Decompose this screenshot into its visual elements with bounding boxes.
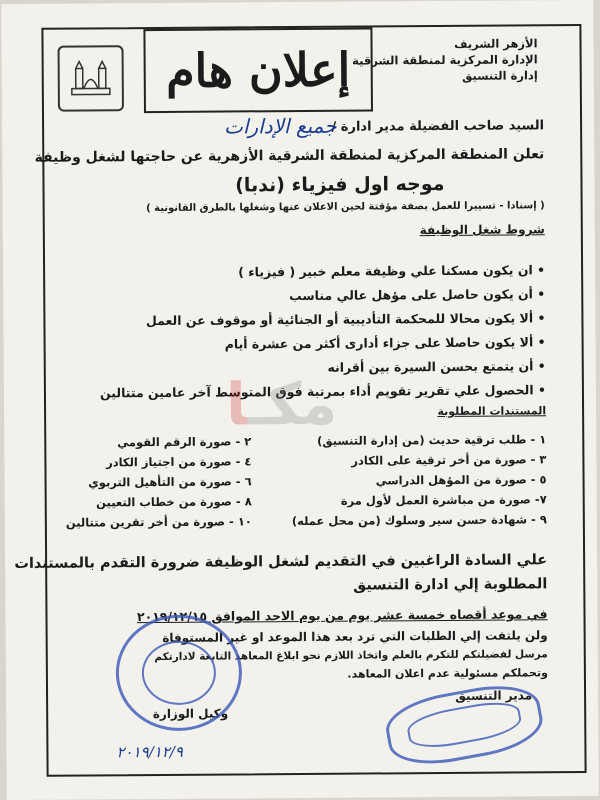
bullet-icon: • (533, 358, 546, 374)
org-line-1: الأزهر الشريف (454, 36, 538, 51)
closing-line-1: علي السادة الراغبين في التقديم لشغل الوظيفة ضرورة التقدم بالمستندات (14, 552, 548, 572)
watermark-logo: مكـا (225, 369, 338, 439)
intro-text: تعلن المنطقة المركزية لمنطقة الشرقية الأزهرية عن حاجتها لشغل وظيفة (34, 146, 545, 166)
requirement-item: • أن يتمتع بحسن السيرة بين أقرانه (327, 358, 546, 375)
requirement-item: • ان يكون مسكنا علي وظيفة معلم خبير ( فيزياء ) (238, 262, 546, 280)
bullet-icon: • (532, 262, 546, 278)
addressee-handwritten: جميع الإدارات (224, 113, 337, 139)
bullet-icon: • (532, 286, 546, 302)
bullet-icon: • (533, 382, 546, 398)
bullet-icon: • (533, 334, 546, 350)
document-item: ٥ - صورة من المؤهل الدراسي (375, 472, 547, 488)
document-item: ١ - طلب ترقية حديث (من إدارة التنسيق) (317, 432, 547, 448)
announcement-title: إعلان هام (143, 27, 373, 113)
closing-line-4: مرسل لفضيلتكم للتكرم بالعلم واتخاذ اللازم نحو ابلاغ المعاهد التابعة لادارتكم (154, 648, 548, 664)
requirements-heading: شروط شغل الوظيفة (419, 222, 545, 238)
job-title: موجه اول فيزياء (ندبا) (235, 172, 445, 197)
deputy-ministry-signature: وكيل الوزارة (152, 706, 229, 722)
document-item: ١٠ - صورة من أخر تقرين متتالين (65, 514, 252, 530)
org-line-2: الإدارة المركزية لمنطقة الشرقية (352, 52, 538, 68)
handwritten-date: ٢٠١٩/١٢/٩ (116, 742, 184, 762)
closing-line-3: ولن يلتفت إلي الطلبات التي ترد بعد هذا الموعد او غير المستوفاة (162, 628, 548, 645)
minaret-emblem-icon (68, 58, 114, 98)
org-line-3: إدارة التنسيق (462, 68, 538, 83)
closing-line-2: المطلوبة إلي ادارة التنسيق (353, 576, 548, 594)
document-item: ٦ - صورة من التأهيل التربوي (88, 474, 252, 490)
document-item: ٢ - صورة الرقم القومي (117, 434, 252, 450)
stamp-inner-ring (142, 641, 216, 706)
stamp-inner-ring (405, 697, 524, 753)
document-item: ٨ - صورة من خطاب التعيين (96, 494, 252, 510)
coordination-manager-signature: مدير التنسيق (455, 688, 533, 703)
official-round-stamp (115, 614, 242, 731)
job-note: ( إسنادا - تسييرا للعمل بصفة مؤقتة لحين الاعلان عنها وشغلها بالطرق القانونية ) (146, 200, 545, 215)
al-azhar-logo (58, 45, 124, 111)
document-item: ٣ - صورة من أخر ترقية على الكادر (351, 452, 547, 468)
document-item: ٤ - صورة من اجتياز الكادر (106, 454, 252, 470)
document-page (1, 0, 599, 800)
requirement-item: • أن يكون حاصل على مؤهل عالي مناسب (289, 286, 546, 304)
document-item: ٩ - شهادة حسن سير وسلوك (من محل عمله) (291, 512, 547, 529)
document-item: ٧- صورة من مباشرة العمل لأول مرة (340, 492, 547, 508)
documents-heading: المستندات المطلوبة (437, 404, 547, 419)
requirement-item: • ألا يكون حاصلا على جزاء أدارى أكثر من عشرة أيام (224, 334, 546, 352)
bullet-icon: • (533, 310, 546, 326)
requirement-item: • ألا يكون محالا للمحكمة التأديبية أو الجنائية أو موقوف عن العمل (145, 310, 546, 329)
addressee-prefix: السيد صاحب الفضيلة مدير ادارة / (331, 118, 545, 135)
deadline-text: في موعد أقصاه خمسة عشر يوم من يوم الاحد الموافق ٢٠١٩/١٢/١٥ (136, 606, 548, 625)
requirement-item: • الحصول علي تقرير تقويم أداء بمرتبة فوق المتوسط آخر عامين متتالين (99, 382, 546, 401)
closing-line-5: وتحملكم مسئولية عدم اعلان المعاهد. (347, 666, 548, 681)
